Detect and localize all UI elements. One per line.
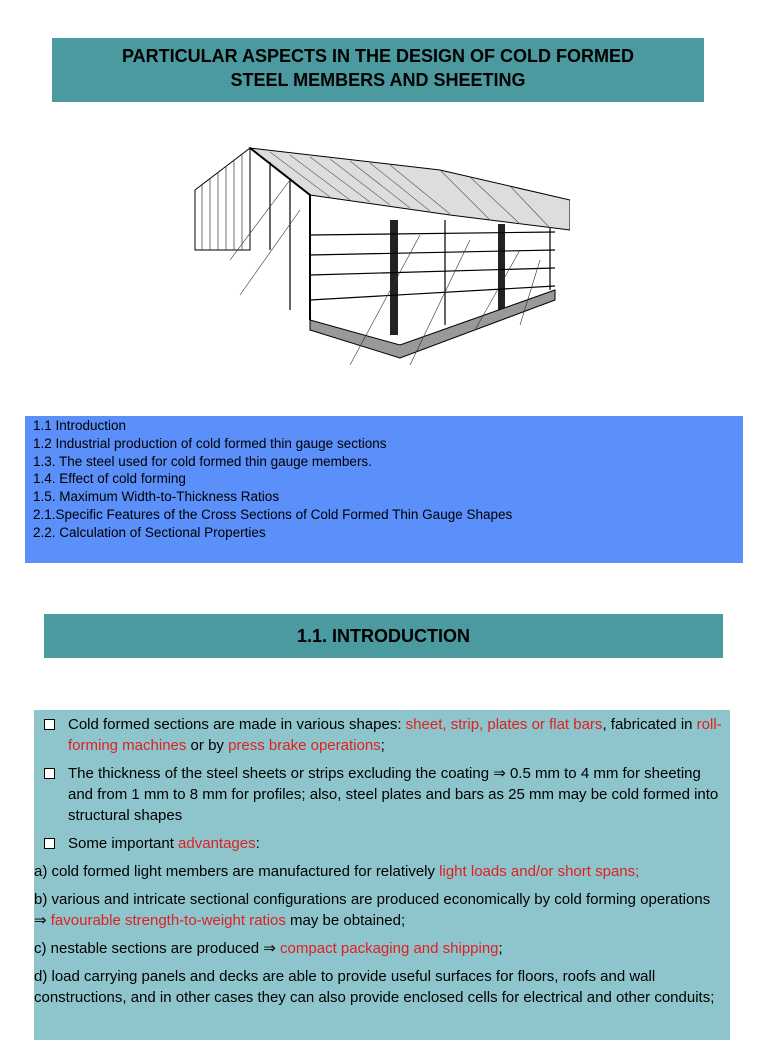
checkbox-bullet-icon xyxy=(44,719,55,730)
text: ; xyxy=(498,940,503,957)
text: Some important xyxy=(68,835,179,852)
highlight-text: sheet, strip, plates or flat bars xyxy=(405,716,603,733)
highlight-text: favourable strength-to-weight ratios xyxy=(50,912,286,929)
toc-item: 1.3. The steel used for cold formed thin gauge members. xyxy=(33,453,372,469)
toc-item: 2.2. Calculation of Sectional Properties xyxy=(33,524,266,540)
text: d) load carrying panels and decks are able to provide useful surfaces for floors, roofs and wall constructions, and in other cases they can also provide enclosed cells for electrical and other conduits; xyxy=(34,968,715,1006)
text: ; xyxy=(380,737,385,754)
toc-item: 1.1 Introduction xyxy=(33,418,127,433)
highlight-text: press brake operations xyxy=(228,737,381,754)
table-of-contents xyxy=(25,416,743,563)
toc-item: 2.1.Specific Features of the Cross Sections of Cold Formed Thin Gauge Shapes xyxy=(33,506,513,522)
text: , fabricated in xyxy=(602,716,697,733)
advantage-paragraph xyxy=(34,889,724,931)
text: or by xyxy=(186,737,229,754)
section-heading: 1.1. INTRODUCTION xyxy=(44,614,723,658)
text: may be obtained; xyxy=(285,912,406,929)
text: : xyxy=(255,835,260,852)
text: c) nestable sections are produced ⇒ xyxy=(34,940,281,957)
introduction-content xyxy=(34,710,730,1040)
bullet-item xyxy=(68,833,724,854)
checkbox-bullet-icon xyxy=(44,768,55,779)
toc-item: 1.4. Effect of cold forming xyxy=(33,471,186,487)
bullet-item xyxy=(68,763,724,826)
checkbox-bullet-icon xyxy=(44,838,55,849)
text: b) various and intricate sectional configurations are produced economically by cold forming operations ⇒ xyxy=(34,891,711,929)
toc-item: 1.5. Maximum Width-to-Thickness Ratios xyxy=(33,489,280,505)
highlight-text: advantages xyxy=(178,835,256,852)
title-line-1: PARTICULAR ASPECTS IN THE DESIGN OF COLD FORMED xyxy=(121,46,634,66)
toc-item: 1.2 Industrial production of cold formed thin gauge sections xyxy=(33,435,387,451)
document-title xyxy=(52,38,704,102)
title-line-2: STEEL MEMBERS AND SHEETING xyxy=(230,70,526,90)
highlight-text: roll-forming machines xyxy=(68,716,722,754)
text: Cold formed sections are made in various shapes: xyxy=(68,716,406,733)
advantage-paragraph xyxy=(34,938,724,959)
highlight-text: light loads and/or short spans; xyxy=(439,863,640,880)
highlight-text: compact packaging and shipping xyxy=(280,940,499,957)
steel-building-illustration xyxy=(190,140,570,370)
advantage-paragraph xyxy=(34,861,724,882)
advantage-paragraph xyxy=(34,966,724,1008)
text: The thickness of the steel sheets or strips excluding the coating ⇒ 0.5 mm to 4 mm for sheeting and from 1 mm to 8 mm for profiles; also, steel plates and bars as 25 mm may be cold formed into structural shapes xyxy=(68,765,719,824)
bullet-item xyxy=(68,714,724,756)
text: a) cold formed light members are manufactured for relatively xyxy=(34,863,440,880)
